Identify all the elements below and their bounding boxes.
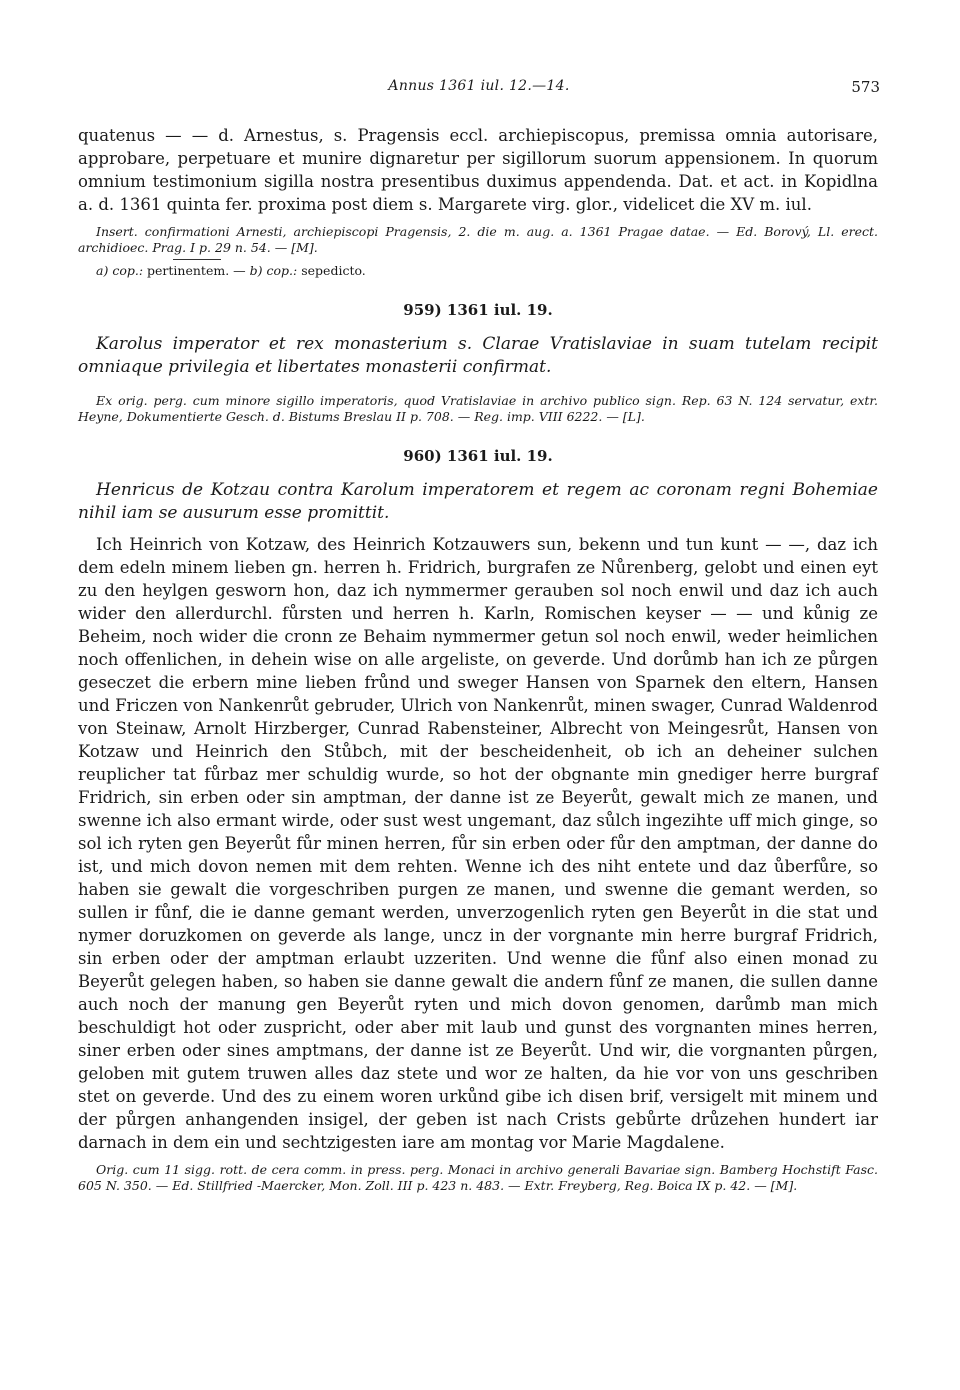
doc959-source-note: Ex orig. perg. cum minore sigillo imperatoris, quod Vratislaviae in archivo publico sign. Rep. 63 N. 124 servatur, extr. Heyne, Dokumentierte Gesch. d. Bistums Breslau II p. 708. — Reg. imp. VIII 6222. — [L]. — [78, 393, 878, 424]
doc959-heading: 959) 1361 iul. 19. — [403, 301, 553, 319]
footnote-b-text: sepedicto. — [301, 263, 366, 278]
footnote-rule — [173, 259, 221, 260]
doc960-source-note: Orig. cum 11 sigg. rott. de cera comm. in press. perg. Monaci in archivo generali Bavariae sign. Bamberg Hochstift Fasc. 605 N. 350. — Ed. Stillfried -Maercker, Mon. Zoll. III p. 423 n. 483. — Extr. Freyberg, Reg. Boica IX p. 42. — [M]. — [78, 1162, 878, 1193]
doc960-text: Ich Heinrich von Kotzaw, des Heinrich Kotzauwers sun, bekenn und tun kunt — —, daz ich dem edeln minem lieben gn. herren h. Fridrich, burgrafen ze Nůrenberg, gelobt und einen eyt zu den heylgen gesworn hon, daz ich nymmermer gerauben sol noch enwil und daz ich auch wider den allerdurchl. fůrsten und herren h. Karln, Romischen keyser — — und kůnig ze Beheim, noch wider die cronn ze Behaim nymmermer getun sol noch enwil, weder heimlichen noch offenlichen, in dehein wise on alle argeliste, on geverde. Und dorůmb han ich ze půrgen geseczet die erbern mine lieben frůnd und sweger Hansen von Sparnek den eltern, Hansen und Friczen von Nankenrůt gebruder, Ulrich von Nankenrůt, minen swager, Cunrad Waldenrod von Steinaw, Arnolt Hirzberger, Cunrad Rabensteiner, Albrecht von Meingesrůt, Hansen von Kotzaw und Heinrich den Stůbch, mit der bescheidenheit, ob ich an deheiner sulchen reuplicher tat fůrbaz mer schuldig wurde, so hot der obgnante min gnediger herre burgraf Fridrich, sin erben oder sin amptman, der danne ist ze Beyerůt, gewalt mich ze manen, und swenne ich also ermant wirde, oder sust west ungemant, daz sůlch ingezihte uff mich ginge, so sol ich ryten gen Beyerůt fůr minen herren, fůr sin erben oder fůr den amptman, der danne do ist, und mich dovon nemen mit dem rehten. Wenne ich des niht entete und daz ůberfůre, so haben sie gewalt die vorgeschriben purgen ze manen, und swenne die gemant werden, so sullen ir fůnf, die ie danne gemant werden, unverzogenlich ryten gen Beyerůt in die stat und nymer doruzkomen on geverde als lange, uncz in der vorgnante min herre burgraf Fridrich, sin erben oder der amptman erlaubt uzzeriten. Und wenne die fůnf also einen monad zu Beyerůt gelegen haben, so haben sie danne gewalt die andern fůnf ze manen, die sullen danne auch noch der manung gen Beyerůt ryten und mich dovon genomen, darůmb man mich beschuldigt hot oder zuspricht, oder aber mit laub und gunst des vorgnanten mines herren, siner erben oder sines amptmans, der danne ist ze Beyerůt. Und wir, die vorgnanten půrgen, geloben mit gutem truwen alles daz stete und wor ze halten, da hie vor von uns geschriben stet on geverde. Und des zu einem woren urkůnd gibe ich disen brif, versigelt mit minem und der půrgen anhangenden insigel, der geben ist nach Crists gebůrte drůzehen hundert iar darnach in dem ein und sechtzigesten iare am montag vor Marie Magdalene. — [78, 535, 878, 1152]
running-title: Annus 1361 iul. 12.—14. — [388, 78, 570, 94]
footnote-separator: — — [233, 263, 246, 278]
page-body — [78, 124, 878, 1194]
page-number: 573 — [851, 78, 880, 96]
page-header — [78, 78, 880, 100]
doc958-source-note: Insert. confirmationi Arnesti, archiepiscopi Pragensis, 2. die m. aug. a. 1361 Pragae datae. — Ed. Borový, Ll. erect. archidioec. Prag. I p. 29 n. 54. — [M]. — [78, 224, 878, 255]
footnote-a-label: cop.: — [112, 263, 144, 278]
footnote-a-mark: a) — [96, 263, 109, 278]
doc960-heading: 960) 1361 iul. 19. — [403, 447, 553, 465]
doc959-regest: Karolus imperator et rex monasterium s. Clarae Vratislaviae in suam tutelam recipit omniaque privilegia et libertates monasterii confirmat. — [78, 334, 878, 377]
footnote-b-label: cop.: — [266, 263, 298, 278]
doc958-footnotes — [96, 263, 878, 279]
footnote-b-mark: b) — [249, 263, 263, 278]
doc960-regest: Henricus de Kotzau contra Karolum imperatorem et regem ac coronam regni Bohemiae nihil iam se ausurum esse promittit. — [78, 480, 878, 523]
doc958-text: quatenus — — d. Arnestus, s. Pragensis eccl. archiepiscopus, premissa omnia autorisare, approbare, perpetuare et munire dignaretur per sigillorum suorum appensionem. In quorum omnium testimonium sigilla nostra presentibus duximus appendenda. Dat. et act. in Kopidlna a. d. 1361 quinta fer. proxima post diem s. Margarete virg. glor., videlicet die XV m. iul. — [78, 126, 878, 214]
footnote-a-text: pertinentem. — [147, 263, 230, 278]
